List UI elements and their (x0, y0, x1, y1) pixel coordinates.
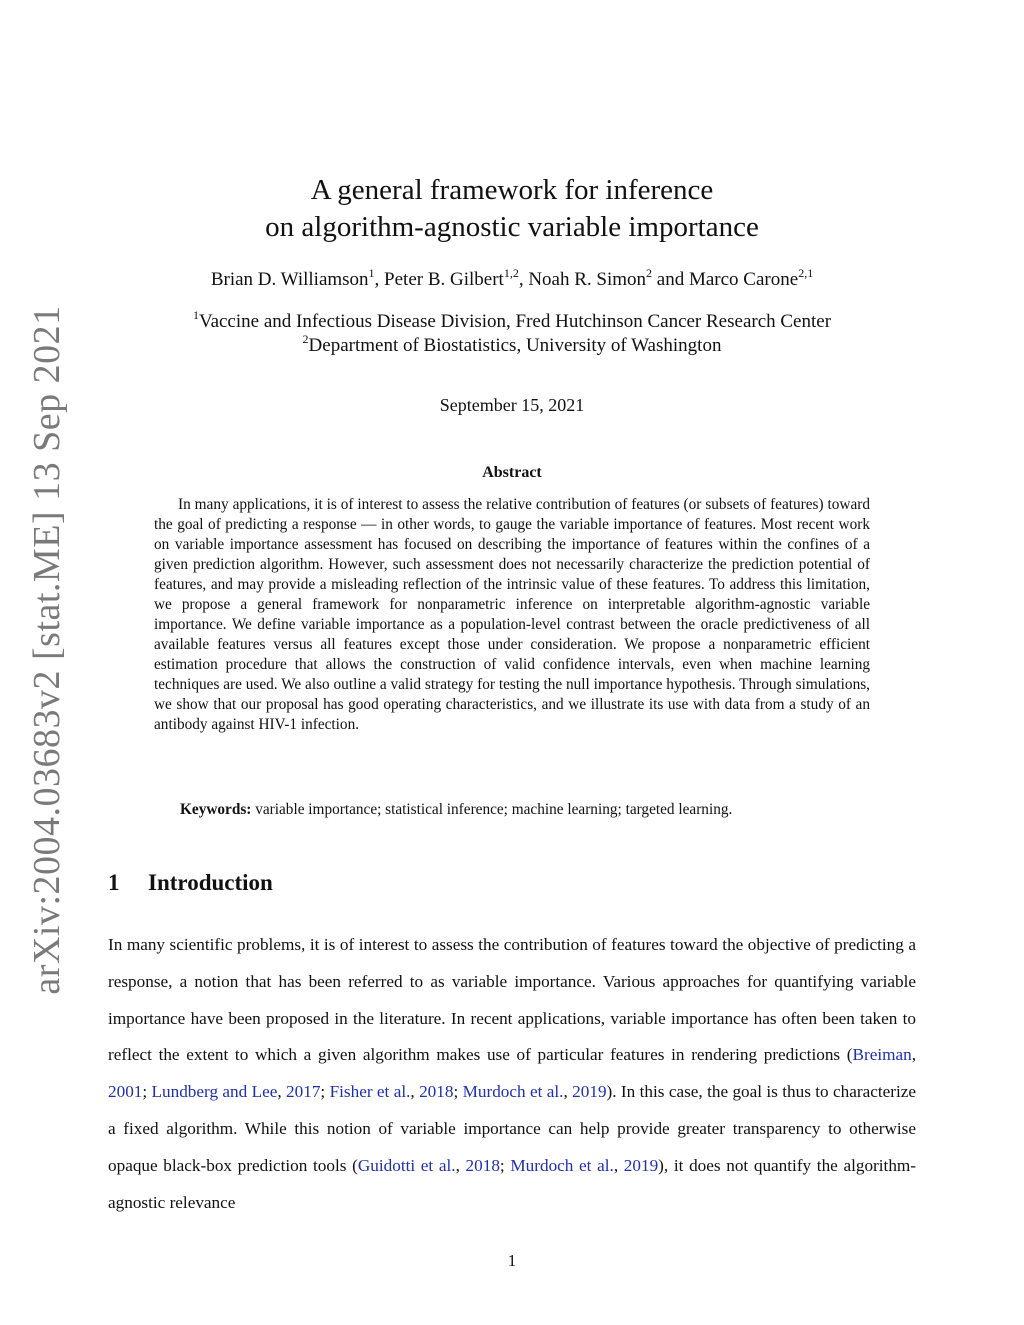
affiliation-text: Department of Biostatistics, University of Washington (308, 335, 722, 356)
section-number: 1 (108, 870, 120, 895)
arxiv-identifier: arXiv:2004.03683v2 [stat.ME] 13 Sep 2021 (26, 305, 68, 995)
citation-link-name[interactable]: Guidotti et al. (357, 1155, 456, 1175)
affiliation-line (0, 310, 1024, 334)
body-text-segment: ). In this case, the goal is thus to characterize a fixed algorithm. While this notion of variable importance can help provide greater transparency to otherwise opaque black-box prediction tools ( (108, 1082, 917, 1175)
citation-link-name[interactable]: Breiman (852, 1045, 912, 1065)
author-affil-marker: 1,2 (503, 266, 519, 280)
author-affil-marker: 2,1 (798, 266, 814, 280)
keywords-label: Keywords: (180, 801, 252, 818)
affiliation-marker: 1 (192, 308, 199, 322)
keywords-text: variable importance; statistical inference; machine learning; targeted learning. (255, 801, 733, 818)
citation-link-name[interactable]: Murdoch et al. (462, 1082, 564, 1102)
author-affil-marker: 2 (646, 266, 653, 280)
author-affil-marker: 1 (368, 266, 375, 280)
affiliations (0, 310, 1024, 358)
affiliation-marker: 2 (302, 332, 309, 346)
abstract-heading: Abstract (482, 464, 542, 481)
page-number: 1 (507, 1251, 517, 1270)
section-title: Introduction (148, 870, 273, 895)
citation-link-year[interactable]: 2019 (623, 1155, 659, 1175)
affiliation-text: Vaccine and Infectious Disease Division, Fred Hutchinson Cancer Research Center (198, 311, 832, 332)
title-line-1: A general framework for inference (310, 174, 714, 206)
affiliation-line (0, 334, 1024, 358)
author-name: Peter B. Gilbert (384, 269, 504, 290)
citation-link-name[interactable]: Lundberg and Lee (151, 1082, 278, 1102)
intro-paragraph: In many scientific problems, it is of interest to assess the contribution of features toward the objective of predicting a response, a notion that has been referred to as variable importance. Various approaches for quantifying variable importance have been proposed in the literature. In recent applications, variable importance has often been taken to reflect the extent to which a given algorithm makes use of particular features in rendering predictions (Breiman, 2001; Lundberg and Lee, 2017; Fisher et al., 2018; Murdoch et al., 2019). In this case, the goal is thus to characterize a fixed algorithm. While this notion of variable importance can help provide greater transparency to otherwise opaque black-box prediction tools (Guidotti et al., 2018; Murdoch et al., 2019), it does not quantify the algorithm-agnostic relevance (108, 935, 917, 1212)
citation-link-year[interactable]: 2018 (419, 1082, 454, 1102)
citation-link-year[interactable]: 2019 (572, 1082, 607, 1102)
paper-title (0, 172, 1024, 246)
title-line-2: on algorithm-agnostic variable importance (265, 211, 759, 243)
citation-link-year[interactable]: 2018 (465, 1155, 500, 1175)
author-name: Marco Carone (688, 269, 799, 290)
keywords-line (180, 801, 880, 819)
abstract-text: In many applications, it is of interest to assess the relative contribution of features (or subsets of features) toward the goal of predicting a response — in other words, to gauge the variable importance of features. Most recent work on variable importance assessment has focused on describing the importance of features within the confines of a given prediction algorithm. However, such assessment does not necessarily characterize the prediction potential of features, and may provide a misleading reflection of the intrinsic value of these features. To address this limitation, we propose a general framework for nonparametric inference on interpretable algorithm-agnostic variable importance. We define variable importance as a population-level contrast between the oracle predictiveness of all available features versus all features except those under consideration. We propose a nonparametric efficient estimation procedure that allows the construction of valid confidence intervals, even when machine learning techniques are used. We also outline a valid strategy for testing the null importance hypothesis. Through simulations, we show that our proposal has good operating characteristics, and we illustrate its use with data from a study of an antibody against HIV-1 infection. (154, 496, 870, 733)
author-conjunction: and (656, 269, 685, 290)
author-name: Noah R. Simon (528, 269, 647, 290)
author-list: Brian D. Williamson$^1$, Peter B. Gilbert$^{1,2}$, Noah R. Simon$^2$ and Marco Carone$^{2,1}$ (210, 266, 814, 290)
citation-link-name[interactable]: Fisher et al. (329, 1082, 411, 1102)
citation-link-year[interactable]: 2017 (286, 1082, 321, 1102)
author-name: Brian D. Williamson (210, 269, 369, 290)
section-heading (108, 870, 273, 896)
body-text-segment: ), it does not quantify the algorithm-agnostic relevance (108, 1155, 917, 1212)
body-text-segment: In many scientific problems, it is of interest to assess the contribution of features toward the objective of predicting a response, a notion that has been referred to as variable importance. Various approaches for quantifying variable importance have been proposed in the literature. In recent applications, variable importance has often been taken to reflect the extent to which a given algorithm makes use of particular features in rendering predictions ( (108, 935, 916, 1065)
citation-link-year[interactable]: 2001 (108, 1082, 143, 1102)
citation-link-name[interactable]: Murdoch et al. (510, 1155, 614, 1175)
publication-date: September 15, 2021 (439, 395, 585, 415)
